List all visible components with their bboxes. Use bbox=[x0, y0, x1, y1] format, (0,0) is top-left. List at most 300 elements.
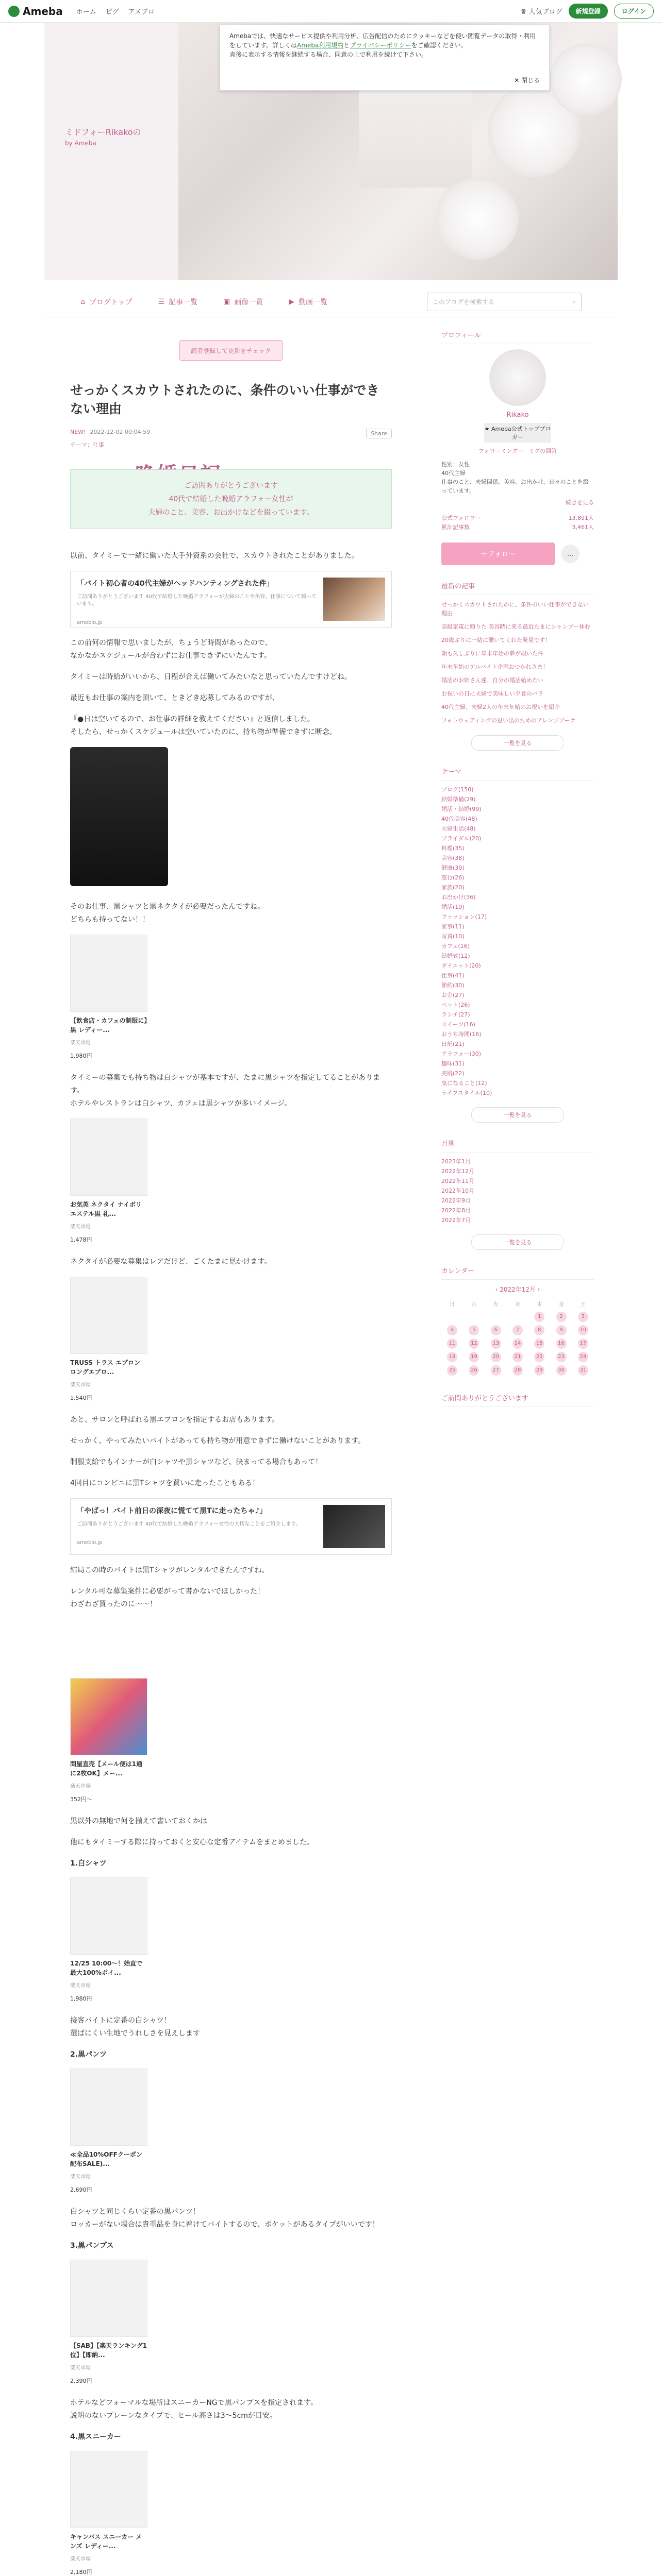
text: なかなかスケジュールが合わずにお仕事できずにいたんです。 bbox=[70, 652, 272, 660]
global-header bbox=[0, 0, 662, 23]
recent-item[interactable]: せっかくスカウトされたのに、条件のいい仕事ができない理由 bbox=[441, 601, 589, 617]
theme-item[interactable]: カフェ(16) bbox=[441, 943, 470, 950]
product-shop: 楽天市場 bbox=[70, 2365, 91, 2371]
theme-item[interactable]: お金(27) bbox=[441, 992, 465, 998]
theme-item[interactable]: 趣味(31) bbox=[441, 1060, 465, 1067]
archive-item[interactable]: 2022年10月 bbox=[441, 1188, 474, 1194]
archive-item[interactable]: 2022年12月 bbox=[441, 1168, 474, 1175]
necktie-icon bbox=[70, 1118, 147, 1196]
recent-item[interactable]: お祝いの日に夫婦で美味しい夕食のバラ bbox=[441, 690, 543, 697]
calendar-day[interactable]: 21 bbox=[512, 1352, 523, 1362]
section-heading: 2.黒パンツ bbox=[70, 2050, 107, 2059]
paragraph: 制服支給でもインナーが白シャツや黒シャツなど、決まってる場合もあって！ bbox=[70, 1458, 323, 1466]
calendar-weekday: 土 bbox=[580, 1301, 586, 1308]
card-desc: ご訪問ありがとうございます 40代で結婚した晩婚アラフォー女性の大切なことをご紹介します。 bbox=[77, 1521, 301, 1527]
recent-list bbox=[441, 600, 594, 725]
theme-item[interactable]: お出かけ(36) bbox=[441, 894, 476, 901]
text: この前何の情報で思いましたが、ちょうど時間があったので、 bbox=[70, 639, 272, 647]
nav-ameblo[interactable]: アメブロ bbox=[128, 8, 155, 16]
product-price: 352円〜 bbox=[70, 1796, 92, 1803]
text: ホテルなどフォーマルな場所はスニーカーNGで黒パンプスを指定されます。 bbox=[70, 2399, 318, 2407]
shirt-icon bbox=[70, 1877, 147, 1955]
theme-item[interactable]: ファッション(17) bbox=[441, 913, 487, 920]
crown-icon: ♛ bbox=[520, 8, 529, 16]
calendar-day[interactable]: 25 bbox=[447, 1365, 457, 1376]
calendar-day[interactable]: 19 bbox=[469, 1352, 479, 1362]
paragraph: 黒以外の無地で何を揃えて書いておくかは bbox=[70, 1817, 207, 1825]
theme-item[interactable]: 家事(11) bbox=[441, 923, 465, 930]
text: ホテルやレストランは白シャツ、カフェは黒シャツが多いイメージ。 bbox=[70, 1099, 292, 1108]
product-card[interactable] bbox=[70, 2069, 147, 2196]
product-card[interactable] bbox=[70, 2451, 147, 2576]
calendar-day-cell bbox=[550, 1324, 572, 1337]
calendar-day[interactable]: 3 bbox=[578, 1312, 588, 1322]
paragraph bbox=[70, 1072, 392, 1110]
follow-area bbox=[441, 543, 594, 565]
calendar-weekday: 月 bbox=[471, 1301, 477, 1308]
recent-item[interactable]: 40代主婦、夫婦2人の年末年始のお祝いを紹介 bbox=[441, 704, 560, 710]
calendar-day[interactable]: 5 bbox=[469, 1325, 479, 1335]
text: タイミーの募集でも持ち物は白シャツが基本ですが、たまに黒シャツを指定してることがあります。 bbox=[70, 1074, 380, 1095]
paragraph bbox=[70, 713, 392, 739]
product-name: 12/25 10:00〜！始直で最大100%ポイ... bbox=[70, 1960, 143, 1976]
text: 選ばにくい生地でうれしさを見えします bbox=[70, 2029, 200, 2038]
text: わざわざ買ったのに〜〜！ bbox=[70, 1600, 157, 1608]
calendar-day-cell bbox=[485, 1324, 507, 1337]
product-card[interactable] bbox=[70, 1277, 147, 1404]
theme-item[interactable]: アラフォー(30) bbox=[441, 1050, 482, 1057]
follow-button[interactable] bbox=[441, 543, 555, 565]
card-thumbnail bbox=[323, 578, 385, 621]
calendar-day-cell bbox=[441, 1350, 463, 1364]
calendar-day[interactable]: 22 bbox=[534, 1352, 544, 1362]
apron-icon bbox=[70, 1277, 147, 1354]
blog-card[interactable] bbox=[70, 1498, 392, 1555]
product-name: お気英 ネクタイ ナイボリエステル黒 礼... bbox=[70, 1201, 142, 1217]
calendar-day-cell bbox=[507, 1324, 528, 1337]
calendar-day[interactable]: 1 bbox=[534, 1312, 544, 1322]
calendar-day-cell bbox=[507, 1350, 528, 1364]
recent-item[interactable]: 朝も久しぶりに年末年始の夢が覗いた件 bbox=[441, 650, 543, 657]
calendar-day-cell bbox=[441, 1324, 463, 1337]
calendar-day-cell bbox=[550, 1310, 572, 1324]
paragraph: 以前、タイミーで一緒に働いた大手外資系の会社で、スカウトされたことがありました。 bbox=[70, 552, 359, 560]
paragraph: タイミーは時給がいいから、日程が合えば働いてみたいなと思っていたんですけどね。 bbox=[70, 673, 352, 681]
card-source: ameblo.jp bbox=[77, 1540, 103, 1546]
theme-item[interactable]: 美肌(22) bbox=[441, 1070, 465, 1077]
calendar-weekday: 日 bbox=[450, 1301, 455, 1308]
archive-item[interactable]: 2022年7月 bbox=[441, 1217, 471, 1224]
ameba-logo[interactable] bbox=[8, 5, 63, 18]
chevron-left-icon[interactable]: ‹ bbox=[495, 1286, 500, 1293]
archive bbox=[441, 1138, 594, 1250]
archive-item[interactable]: 2023年1月 bbox=[441, 1158, 471, 1165]
card-desc: ご訪問ありがとうございます 40代で結婚した晩婚アラフォーが夫婦のことや美容、仕事について綴っています。 bbox=[77, 594, 317, 607]
text: ロッカーがない場合は貴重品を身に着けてバイトするので、ポケットがあるタイプがいいです！ bbox=[70, 2221, 379, 2229]
calendar-day[interactable]: 11 bbox=[447, 1338, 457, 1349]
calendar bbox=[441, 1265, 594, 1377]
archive-heading: 月別 bbox=[441, 1138, 594, 1153]
calendar-day-cell bbox=[463, 1337, 485, 1350]
archive-list bbox=[441, 1158, 594, 1224]
more-options-icon[interactable]: … bbox=[561, 545, 580, 563]
notice-close-button[interactable]: ✕ 閉じる bbox=[514, 77, 540, 84]
product-shop: 楽天市場 bbox=[70, 2556, 91, 2562]
product-name: 問屋直売【メール便は1通に2枚OK】メー... bbox=[70, 1760, 143, 1777]
calendar-day[interactable]: 8 bbox=[534, 1325, 544, 1335]
paragraph bbox=[70, 2397, 392, 2422]
terms-link[interactable]: Ameba利用規約 bbox=[297, 42, 344, 49]
calendar-day-cell bbox=[441, 1310, 463, 1324]
search-placeholder: このブログを検索する bbox=[433, 298, 495, 306]
product-name: キャンバス スニーカー メンズ レディー... bbox=[70, 2533, 142, 2550]
calendar-day[interactable]: 6 bbox=[491, 1325, 501, 1335]
profile-tab[interactable]: ミグの回答 bbox=[528, 448, 557, 454]
recent-item[interactable]: 高級家電に頼りた 美容時に来る最近たまにシャンプー休む bbox=[441, 623, 590, 630]
product-card[interactable] bbox=[70, 2260, 147, 2387]
profile-tabs bbox=[441, 447, 594, 455]
sneaker-icon bbox=[70, 2451, 147, 2528]
stat-row[interactable] bbox=[441, 514, 594, 523]
theme-item[interactable]: ブログ(150) bbox=[441, 786, 474, 793]
theme-item[interactable]: 婚活・結婚(99) bbox=[441, 806, 482, 812]
nav-home[interactable]: ホーム bbox=[76, 8, 96, 16]
calendar-day[interactable]: 26 bbox=[469, 1365, 479, 1376]
calendar-day-cell bbox=[485, 1337, 507, 1350]
post-title[interactable]: せっかくスカウトされたのに、条件のいい仕事ができない理由 bbox=[70, 383, 379, 416]
theme-item[interactable]: 結婚式(12) bbox=[441, 953, 470, 959]
theme-item[interactable]: 料理(35) bbox=[441, 845, 465, 852]
section-heading: 1.白シャツ bbox=[70, 1859, 107, 1868]
theme-item[interactable]: 結婚準備(29) bbox=[441, 796, 476, 803]
product-card[interactable] bbox=[70, 1877, 147, 2005]
product-name: ≪全品10%OFFクーポン配布SALE)... bbox=[70, 2151, 142, 2167]
calendar-day-cell bbox=[507, 1337, 528, 1350]
section-heading: 4.黒スニーカー bbox=[70, 2433, 121, 2441]
shirt-icon bbox=[70, 935, 147, 1012]
recent-item[interactable]: 年末年始のアルバイト企画おつかれさま！ bbox=[441, 664, 549, 670]
calendar-day[interactable]: 12 bbox=[469, 1338, 479, 1349]
movie-icon: ▶ bbox=[289, 297, 295, 306]
calendar-day[interactable]: 17 bbox=[578, 1338, 588, 1349]
blog-subtitle: ミドフォーRikakoの bbox=[65, 127, 141, 137]
product-shop: 楽天市場 bbox=[70, 1040, 91, 1046]
text: どちらも持ってない！！ bbox=[70, 916, 150, 924]
theme-item[interactable]: ライフスタイル(10) bbox=[441, 1090, 492, 1096]
list-icon: ☰ bbox=[158, 297, 165, 306]
calendar-day-cell bbox=[463, 1324, 485, 1337]
paragraph bbox=[70, 901, 392, 926]
recent-item[interactable]: フォトウェディングの思い出のためのアレンジブーケ bbox=[441, 717, 576, 724]
recent-more-button[interactable]: 一覧を見る bbox=[471, 735, 564, 751]
theme-item[interactable]: 気になること(12) bbox=[441, 1080, 487, 1087]
themes-more-button[interactable]: 一覧を見る bbox=[471, 1107, 564, 1123]
bio-more-link[interactable]: 続きを見る bbox=[566, 499, 594, 506]
calendar-day-cell bbox=[572, 1324, 594, 1337]
greeting-box bbox=[70, 469, 392, 529]
calendar-day-cell bbox=[507, 1310, 528, 1324]
stat-value: 13,891人 bbox=[568, 515, 594, 521]
calendar-day-cell bbox=[485, 1350, 507, 1364]
calendar-day-cell bbox=[463, 1364, 485, 1377]
logo-text: Ameba bbox=[23, 5, 63, 18]
notice-text: と bbox=[343, 42, 350, 49]
blog-nav bbox=[44, 286, 618, 317]
search-icon[interactable]: ⌕ bbox=[572, 298, 576, 305]
card-thumbnail bbox=[323, 1505, 385, 1548]
recent-heading: 最新の記事 bbox=[441, 581, 594, 595]
calendar-day-cell bbox=[572, 1350, 594, 1364]
calendar-day[interactable]: 2 bbox=[556, 1312, 567, 1322]
calendar-day[interactable]: 23 bbox=[556, 1352, 567, 1362]
calendar-day-cell bbox=[507, 1364, 528, 1377]
signup-button[interactable]: 新規登録 bbox=[569, 4, 608, 19]
calendar-day-cell bbox=[572, 1337, 594, 1350]
greeting-line: 40代で結婚した晩婚アラフォー女性が bbox=[169, 495, 293, 503]
calendar-head-row bbox=[441, 1297, 594, 1310]
calendar-day-cell bbox=[550, 1350, 572, 1364]
calendar-table bbox=[441, 1297, 594, 1377]
paragraph: ネクタイが必要な募集はレアだけど、ごくたまに見かけます。 bbox=[70, 1258, 272, 1266]
article bbox=[70, 330, 392, 2576]
blog-search-input[interactable] bbox=[427, 293, 582, 311]
archive-item[interactable]: 2022年11月 bbox=[441, 1178, 474, 1184]
calendar-day-cell bbox=[485, 1310, 507, 1324]
nav-blog-top[interactable] bbox=[80, 297, 132, 307]
calendar-day-cell bbox=[463, 1350, 485, 1364]
ameba-logo-icon bbox=[8, 6, 20, 17]
calendar-day[interactable]: 24 bbox=[578, 1352, 588, 1362]
text: 白シャツと同じくらい定番の黒パンツ！ bbox=[70, 2208, 200, 2216]
paragraph: せっかく、やってみたいバイトがあっても持ち物が用意できずに働けないことがあります。 bbox=[70, 1437, 366, 1445]
image-icon: ▣ bbox=[223, 297, 230, 306]
text: 接客バイトに定番の白シャツ！ bbox=[70, 2016, 171, 2025]
themes bbox=[441, 766, 594, 1123]
nav-label: ブログトップ bbox=[89, 298, 133, 307]
calendar-day[interactable]: 31 bbox=[578, 1365, 588, 1376]
archive-item[interactable]: 2022年9月 bbox=[441, 1197, 471, 1204]
calendar-day[interactable]: 16 bbox=[556, 1338, 567, 1349]
blog-by: by Ameba bbox=[65, 140, 96, 147]
product-price: 1,980円 bbox=[70, 1995, 92, 2002]
follow-users bbox=[441, 1393, 594, 1407]
stat-row[interactable] bbox=[441, 523, 594, 532]
chevron-right-icon[interactable]: › bbox=[535, 1286, 540, 1293]
calendar-day-cell bbox=[550, 1364, 572, 1377]
calendar-week bbox=[441, 1364, 594, 1377]
post-meta bbox=[70, 429, 392, 438]
theme-item[interactable]: おうち時間(16) bbox=[441, 1031, 482, 1038]
black-shirt-photo bbox=[70, 747, 168, 886]
calendar-week bbox=[441, 1324, 594, 1337]
theme-item[interactable]: 旅行(26) bbox=[441, 874, 465, 881]
new-badge: NEW! bbox=[70, 429, 86, 435]
paragraph bbox=[70, 2014, 392, 2040]
text: レンタル可な募集案件に必要がって書かないでほしかった！ bbox=[70, 1587, 265, 1596]
paragraph: 4回目にコンビニに黒Tシャツを買いに走ったこともある！ bbox=[70, 1479, 260, 1487]
login-button[interactable]: ログイン bbox=[614, 4, 654, 19]
calendar-day[interactable]: 18 bbox=[447, 1352, 457, 1362]
theme-item[interactable]: 節約(30) bbox=[441, 982, 465, 989]
pumps-icon bbox=[70, 2260, 147, 2337]
product-name: 【SAB】【楽天ランキング1位】【即納... bbox=[70, 2342, 147, 2359]
nav-image-list[interactable] bbox=[223, 297, 263, 307]
product-price: 1,980円 bbox=[70, 1053, 92, 1059]
stat-label: 累計記事数 bbox=[441, 524, 470, 531]
nav-movie-list[interactable] bbox=[289, 297, 327, 307]
post-body bbox=[70, 550, 392, 2576]
nav-label: 記事一覧 bbox=[169, 298, 198, 307]
calendar-month: 2022年12月 bbox=[500, 1286, 536, 1293]
popular-blog-link[interactable] bbox=[521, 6, 562, 16]
product-price: 2,390円 bbox=[70, 2378, 92, 2384]
theme-item[interactable]: スイーツ(16) bbox=[441, 1021, 475, 1028]
calendar-day-cell bbox=[528, 1364, 550, 1377]
theme-item[interactable]: 美容(38) bbox=[441, 855, 465, 861]
stat-value: 3,461人 bbox=[572, 524, 594, 531]
theme-item[interactable]: ランチ(27) bbox=[441, 1011, 470, 1018]
calendar-day[interactable]: 9 bbox=[556, 1325, 567, 1335]
product-price: 1,478円 bbox=[70, 1236, 92, 1243]
product-name: TRUSS トラス エプロン ロングエプロ... bbox=[70, 1359, 140, 1376]
calendar-day-cell bbox=[528, 1337, 550, 1350]
themes-list bbox=[441, 786, 594, 1097]
theme-item[interactable]: 仕事(41) bbox=[441, 972, 465, 979]
theme-item[interactable]: 40代美容(48) bbox=[441, 816, 477, 822]
product-name: 【飲食店・カフェの制服に】黒 レディー... bbox=[70, 1017, 147, 1033]
theme-item[interactable]: ブライダル(20) bbox=[441, 835, 482, 842]
section-heading: 3.黒パンプス bbox=[70, 2242, 114, 2250]
product-card[interactable] bbox=[70, 935, 147, 1062]
paragraph bbox=[70, 637, 392, 663]
calendar-day[interactable]: 10 bbox=[578, 1325, 588, 1335]
text: 説明のないプレーンなタイプで、ヒール高さは3〜5cmが目安。 bbox=[70, 2412, 277, 2420]
official-badge bbox=[484, 423, 551, 443]
calendar-day-cell bbox=[572, 1364, 594, 1377]
calendar-day-cell bbox=[441, 1364, 463, 1377]
reader-register-button[interactable]: 読者登録して更新をチェック bbox=[179, 340, 283, 361]
paragraph bbox=[70, 2206, 392, 2231]
product-price: 2,690円 bbox=[70, 2187, 92, 2193]
calendar-day[interactable]: 15 bbox=[534, 1338, 544, 1349]
calendar-day[interactable]: 28 bbox=[512, 1365, 523, 1376]
calendar-day[interactable]: 4 bbox=[447, 1325, 457, 1335]
profile-bio: 性別：女性 40代主婦 仕事のこと、夫婦関係、美容、お出かけ、日々のことを綴っています。 bbox=[441, 461, 589, 494]
recent-posts bbox=[441, 581, 594, 751]
paragraph: 結局この時のバイトは黒Tシャツがレンタルできたんですね。 bbox=[70, 1566, 269, 1574]
tshirt-icon bbox=[70, 1678, 147, 1755]
product-card[interactable] bbox=[70, 1678, 147, 1806]
theme-item[interactable]: ペット(26) bbox=[441, 1002, 470, 1008]
theme-item[interactable]: 家族(20) bbox=[441, 884, 465, 891]
profile-name[interactable]: Rikako bbox=[506, 411, 529, 419]
paragraph bbox=[70, 1585, 392, 1611]
notice-text: をご確認ください。 bbox=[411, 42, 467, 49]
share-button[interactable]: Share bbox=[366, 429, 392, 438]
calendar-day[interactable]: 13 bbox=[491, 1338, 501, 1349]
calendar-weekday: 木 bbox=[537, 1301, 542, 1308]
header-actions bbox=[521, 4, 654, 19]
archive-more-button[interactable]: 一覧を見る bbox=[471, 1234, 564, 1250]
nav-label: 画像一覧 bbox=[234, 298, 263, 307]
spacer bbox=[70, 1619, 392, 1671]
calendar-day-cell bbox=[528, 1350, 550, 1364]
blog-header bbox=[44, 23, 618, 280]
blog-card[interactable] bbox=[70, 571, 392, 628]
calendar-day[interactable]: 14 bbox=[512, 1338, 523, 1349]
product-shop: 楽天市場 bbox=[70, 1784, 91, 1789]
star-icon: ★ bbox=[484, 426, 491, 432]
calendar-day[interactable]: 29 bbox=[534, 1365, 544, 1376]
card-title: 「やばっ！バイト前日の深夜に慌てて黒Tに走ったちゃ♪」 bbox=[77, 1507, 267, 1515]
blog-title-block[interactable] bbox=[65, 126, 178, 147]
calendar-day-cell bbox=[550, 1337, 572, 1350]
post-theme[interactable]: テーマ：仕事 bbox=[70, 442, 104, 448]
card-source: ameblo.jp bbox=[77, 620, 103, 625]
calendar-week bbox=[441, 1350, 594, 1364]
greeting-line: ご訪問ありがとうございます bbox=[184, 482, 278, 490]
calendar-day-cell bbox=[528, 1324, 550, 1337]
themes-heading: テーマ bbox=[441, 766, 594, 781]
theme-item[interactable]: 日記(21) bbox=[441, 1041, 465, 1047]
nav-label: 動画一覧 bbox=[299, 298, 328, 307]
paragraph: あと、サロンと呼ばれる黒エプロンを指定するお店もあります。 bbox=[70, 1416, 279, 1424]
global-nav bbox=[76, 6, 155, 16]
product-price: 2,180円 bbox=[70, 2569, 92, 2575]
flower-image bbox=[436, 177, 519, 260]
calendar-day[interactable]: 20 bbox=[491, 1352, 501, 1362]
product-card[interactable] bbox=[70, 1118, 147, 1246]
notice-text: 直後に表示する情報を継続する場合、同意の上で利用を続けて下さい。 bbox=[229, 51, 428, 58]
archive-item[interactable]: 2022年8月 bbox=[441, 1207, 471, 1214]
pants-icon bbox=[70, 2069, 147, 2146]
notice-text: Amebaでは、快適なサービス提供や利用分析、広告配信のためにクッキーなどを使い閲覧データの取得・利用をしています。詳しくは bbox=[229, 32, 536, 49]
avatar[interactable] bbox=[489, 349, 546, 406]
nav-article-list[interactable] bbox=[158, 297, 197, 307]
calendar-weekday: 水 bbox=[515, 1301, 520, 1308]
calendar-day-cell bbox=[528, 1310, 550, 1324]
follow-users-heading: ご訪問ありがとうございます bbox=[441, 1393, 594, 1407]
sidebar bbox=[441, 330, 594, 1412]
theme-item[interactable]: 婚活(19) bbox=[441, 904, 465, 910]
greeting-line: 夫婦のこと、美容、お出かけなどを綴っています。 bbox=[148, 509, 314, 517]
theme-item[interactable]: 写真(10) bbox=[441, 933, 465, 940]
recent-item[interactable]: 20歳ぶりに一緒に働いてくれた発見です！ bbox=[441, 637, 551, 643]
recent-item[interactable]: 婚活のお姉さん達、自分の婚活始めたい bbox=[441, 677, 543, 684]
plus-icon: ＋ bbox=[480, 550, 488, 558]
product-shop: 楽天市場 bbox=[70, 2174, 91, 2180]
profile-stats bbox=[441, 514, 594, 532]
calendar-day-cell bbox=[572, 1310, 594, 1324]
post-date: 2022-12-02 00:04:59 bbox=[90, 429, 151, 435]
product-shop: 楽天市場 bbox=[70, 1382, 91, 1388]
nav-pigg[interactable]: ピグ bbox=[105, 8, 119, 16]
theme-item[interactable]: 夫婦生活(48) bbox=[441, 825, 476, 832]
badge-label: Ameba公式トップブロガー bbox=[491, 426, 551, 440]
stat-label: 公式フォロワー bbox=[441, 515, 481, 521]
privacy-link[interactable]: プライバシーポリシー bbox=[350, 42, 411, 49]
calendar-week bbox=[441, 1310, 594, 1324]
calendar-day[interactable]: 27 bbox=[491, 1365, 501, 1376]
theme-item[interactable]: ダイエット(20) bbox=[441, 962, 481, 969]
calendar-day[interactable]: 30 bbox=[556, 1365, 567, 1376]
theme-item[interactable]: 健康(30) bbox=[441, 865, 465, 871]
profile-tab[interactable]: フォローミングー bbox=[478, 448, 524, 454]
calendar-day-cell bbox=[441, 1337, 463, 1350]
text: そのお仕事、黒シャツと黒ネクタイが必要だったんですね。 bbox=[70, 903, 265, 911]
flower-image bbox=[550, 43, 622, 115]
calendar-day[interactable]: 7 bbox=[512, 1325, 523, 1335]
